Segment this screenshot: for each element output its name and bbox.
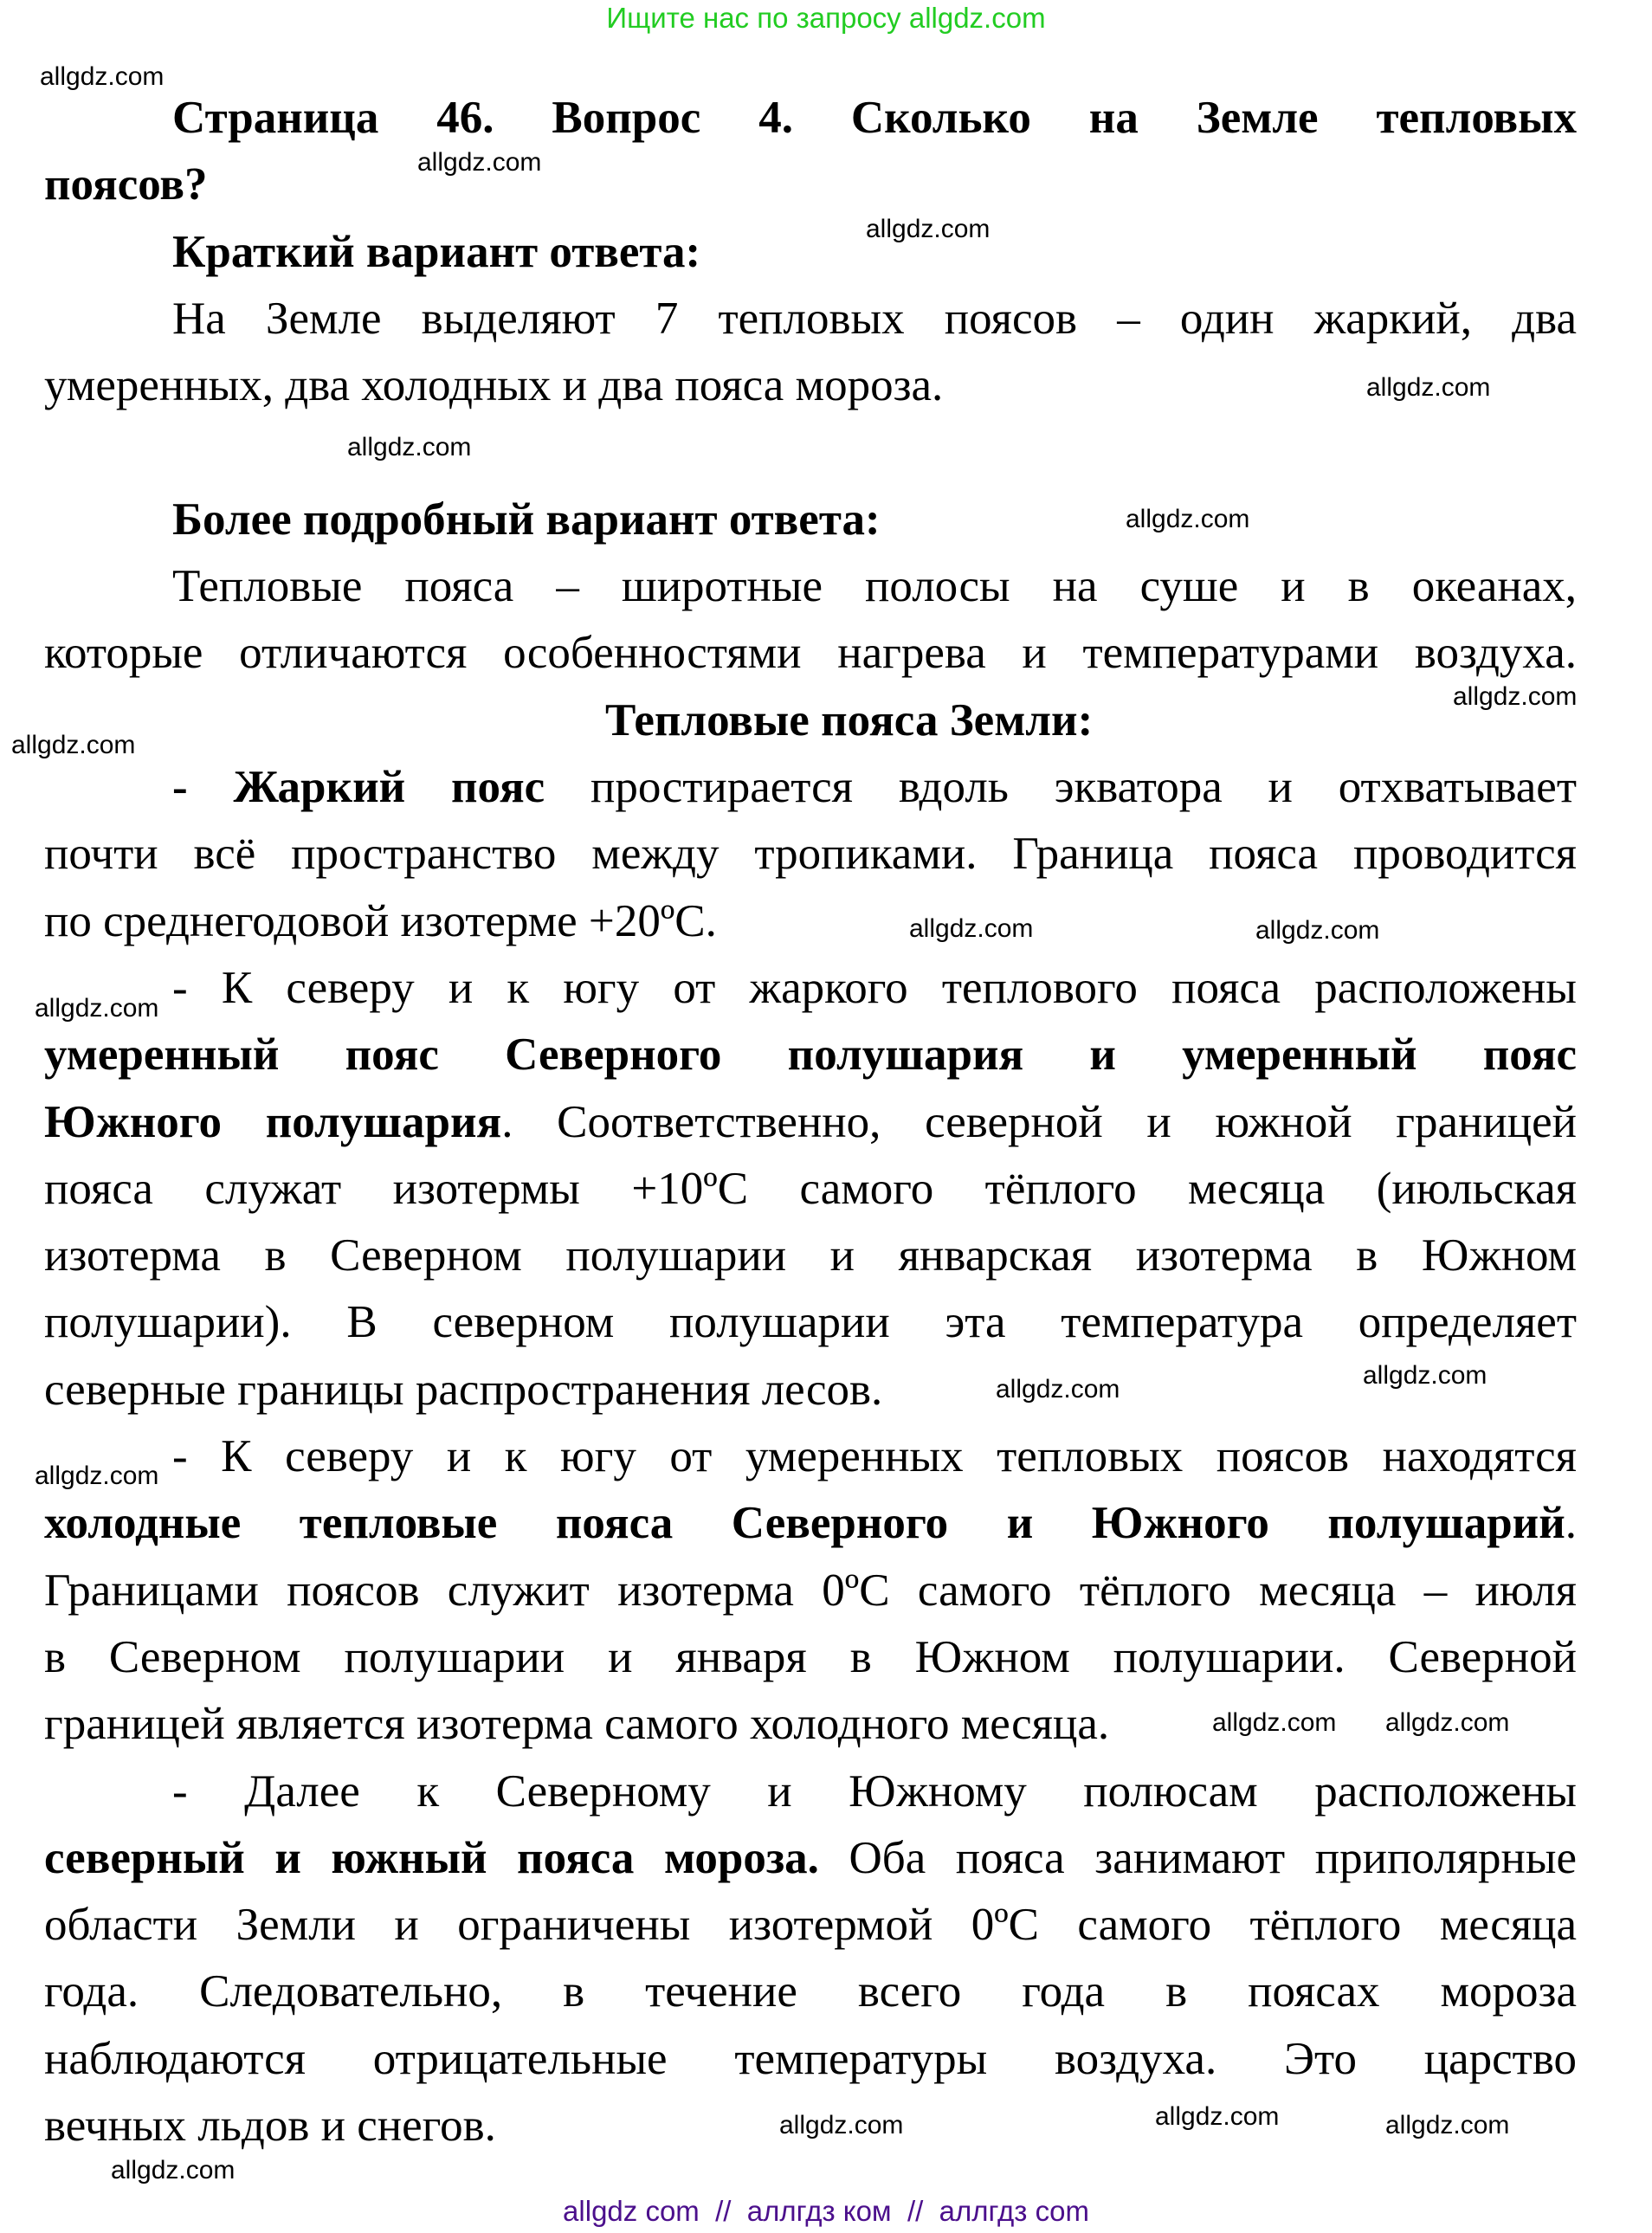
bold-text: Более подробный вариант ответа: <box>172 494 881 545</box>
watermark-text: allgdz.com <box>1155 2102 1280 2131</box>
page-title-line <box>172 85 1577 152</box>
text-line <box>44 420 1577 487</box>
watermark-text: allgdz.com <box>1366 373 1491 402</box>
text: На Земле выделяют 7 тепловых поясов – один жаркий, два <box>172 293 1577 344</box>
watermark-text: allgdz.com <box>1363 1361 1487 1390</box>
text: в Северном полушарии и января в Южном полушарии. Северной <box>44 1631 1577 1682</box>
footer-banner: allgdz com // аллгдз ком // аллгдз com <box>563 2195 1089 2227</box>
text: Тепловые пояса – широтные полосы на суше и в океанах, <box>172 561 1577 612</box>
text-line <box>44 1959 1577 2025</box>
text: умеренных, два холодных и два пояса мороза. <box>44 360 944 411</box>
text: . Соответственно, северной и южной границей <box>501 1096 1577 1147</box>
text: области Земли и ограничены изотермой 0ºС самого тёплого месяца <box>44 1900 1577 1951</box>
text-line <box>44 1892 1577 1959</box>
text: которые отличаются особенностями нагрева и температурами воздуха. <box>44 628 1577 679</box>
text-line <box>44 1156 1577 1223</box>
text: границей является изотерма самого холодного месяца. <box>44 1699 1110 1750</box>
text: простирается вдоль экватора и отхватывает <box>545 762 1577 812</box>
page-title-line <box>44 148 1577 218</box>
text-line <box>44 620 1577 687</box>
text: - К северу и к югу от умеренных тепловых поясов находятся <box>172 1431 1577 1481</box>
text-line <box>172 754 1577 821</box>
text-line <box>172 553 1577 620</box>
bold-text: поясов? <box>44 159 208 210</box>
text: изотерма в Северном полушарии и январская изотерма в Южном <box>44 1230 1577 1281</box>
text: по среднегодовой изотерме +20ºС. <box>44 895 717 946</box>
text: - Далее к Северному и Южному полюсам расположены <box>172 1765 1577 1817</box>
text: полушарии). В северном полушарии эта температура определяет <box>44 1297 1577 1348</box>
watermark-text: allgdz.com <box>1255 916 1380 945</box>
section-heading <box>605 687 1093 754</box>
watermark-text: allgdz.com <box>1126 505 1250 533</box>
watermark-text: allgdz.com <box>909 914 1034 943</box>
text: Границами поясов служит изотерма 0ºС самого тёплого месяца – июля <box>44 1565 1577 1616</box>
text-line <box>44 1089 1577 1156</box>
watermark-text: allgdz.com <box>866 215 991 243</box>
watermark-text: allgdz.com <box>1212 1708 1337 1737</box>
text-line <box>44 1624 1577 1691</box>
text-line <box>44 821 1577 887</box>
text-line <box>44 1825 1577 1892</box>
text-line <box>172 1759 1577 1825</box>
text: северные границы распространения лесов. <box>44 1364 883 1415</box>
bold-text: северный и южный пояса мороза. <box>44 1832 819 1883</box>
watermark-text: allgdz.com <box>111 2156 236 2185</box>
text-line <box>172 487 1577 553</box>
text-line <box>44 1289 1577 1356</box>
watermark-text: allgdz.com <box>1385 2111 1510 2139</box>
bold-text: Страница 46. Вопрос 4. Сколько на Земле тепловых <box>172 93 1577 143</box>
watermark-text: allgdz.com <box>35 994 159 1023</box>
bold-text: Южного полушария <box>44 1096 502 1147</box>
text-line <box>172 955 1577 1022</box>
text: почти всё пространство между тропиками. Граница пояса проводится <box>44 829 1577 880</box>
text-line <box>44 2026 1577 2093</box>
text: вечных льдов и снегов. <box>44 2101 496 2151</box>
text: наблюдаются отрицательные температуры воздуха. Это царство <box>44 2033 1577 2084</box>
bold-text: умеренный пояс Северного полушария и умеренный пояс <box>44 1029 1577 1081</box>
text-line <box>44 352 1577 419</box>
text: . <box>1565 1498 1577 1549</box>
watermark-text: allgdz.com <box>347 433 472 461</box>
text-line <box>44 1357 1577 1423</box>
text: года. Следовательно, в течение всего года в поясах мороза <box>44 1966 1577 2017</box>
bold-text: - Жаркий пояс <box>172 762 545 812</box>
watermark-text: allgdz.com <box>1453 682 1578 711</box>
watermark-text: allgdz.com <box>40 62 165 91</box>
text-line <box>44 1223 1577 1289</box>
bold-text: Тепловые пояса Земли: <box>605 694 1094 745</box>
watermark-text: allgdz.com <box>996 1375 1120 1404</box>
text: - К северу и к югу от жаркого теплового пояса расположены <box>172 962 1577 1013</box>
watermark-text: allgdz.com <box>417 148 542 177</box>
search-banner: Ищите нас по запросу allgdz.com <box>606 2 1046 34</box>
bold-text: Краткий вариант ответа: <box>172 226 701 277</box>
text: Оба пояса занимают приполярные <box>818 1832 1577 1883</box>
text-line <box>44 1490 1577 1557</box>
bold-text: холодные тепловые пояса Северного и Южного полушарий <box>44 1498 1565 1549</box>
watermark-text: allgdz.com <box>1385 1708 1510 1737</box>
text-line <box>44 1022 1577 1088</box>
watermark-text: allgdz.com <box>11 731 136 759</box>
text-line <box>44 1691 1577 1758</box>
text: пояса служат изотермы +10ºС самого тёплого месяца (июльская <box>44 1163 1577 1214</box>
text-line <box>172 1423 1577 1490</box>
watermark-text: allgdz.com <box>779 2111 904 2139</box>
watermark-text: allgdz.com <box>35 1462 159 1490</box>
text-line <box>44 1558 1577 1624</box>
text-line <box>172 286 1577 352</box>
